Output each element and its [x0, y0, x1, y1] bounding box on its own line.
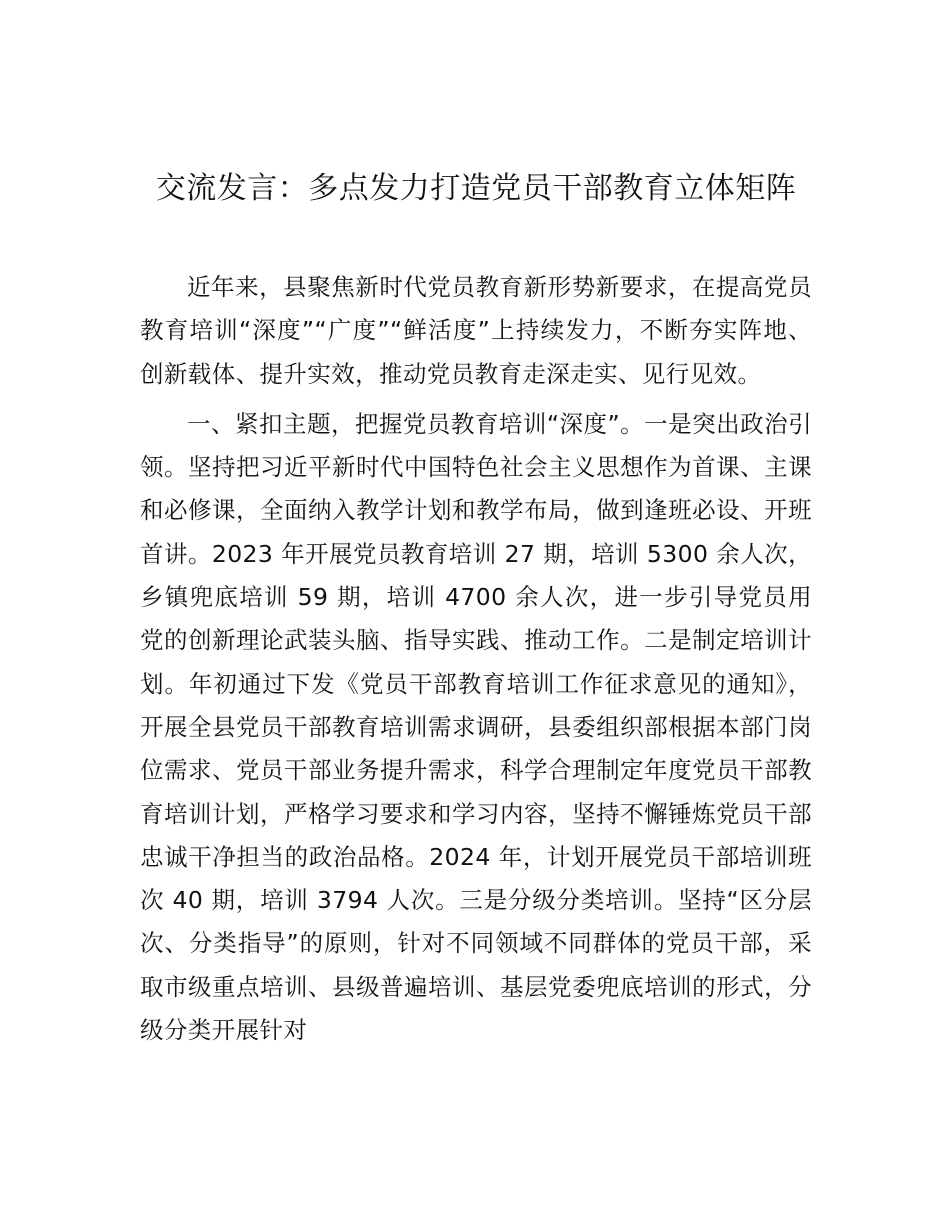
intro-paragraph: 近年来，县聚焦新时代党员教育新形势新要求，在提高党员教育培训“深度”“广度”“鲜活度”上持续发力，不断夯实阵地、创新载体、提升实效，推动党员教育走深走实、见行见效。: [140, 273, 812, 388]
document-title: 交流发言：多点发力打造党员干部教育立体矩阵: [155, 171, 797, 206]
document-body: [140, 266, 812, 1059]
section-one-paragraph: 一、紧扣主题，把握党员教育培训“深度”。一是突出政治引领。坚持把习近平新时代中国特色社会主义思想作为首课、主课和必修课，全面纳入教学计划和教学布局，做到逢班必设、开班首讲。2023 年开展党员教育培训 27 期，培训 5300 余人次，乡镇兜底培训 59 期，培训 4700 余人次，进一步引导党员用党的创新理论武装头脑、指导实践、推动工作。二是制定培训计划。年初通过下发《党员干部教育培训工作征求意见的通知》，开展全县党员干部教育培训需求调研，县委组织部根据本部门岗位需求、党员干部业务提升需求，科学合理制定年度党员干部教育培训计划，严格学习要求和学习内容，坚持不懈锤炼党员干部忠诚干净担当的政治品格。2024 年，计划开展党员干部培训班次 40 期，培训 3794 人次。三是分级分类培训。坚持“区分层次、分类指导”的原则，针对不同领域不同群体的党员干部，采取市级重点培训、县级普遍培训、基层党委兜底培训的形式，分级分类开展针对: [140, 409, 812, 1045]
